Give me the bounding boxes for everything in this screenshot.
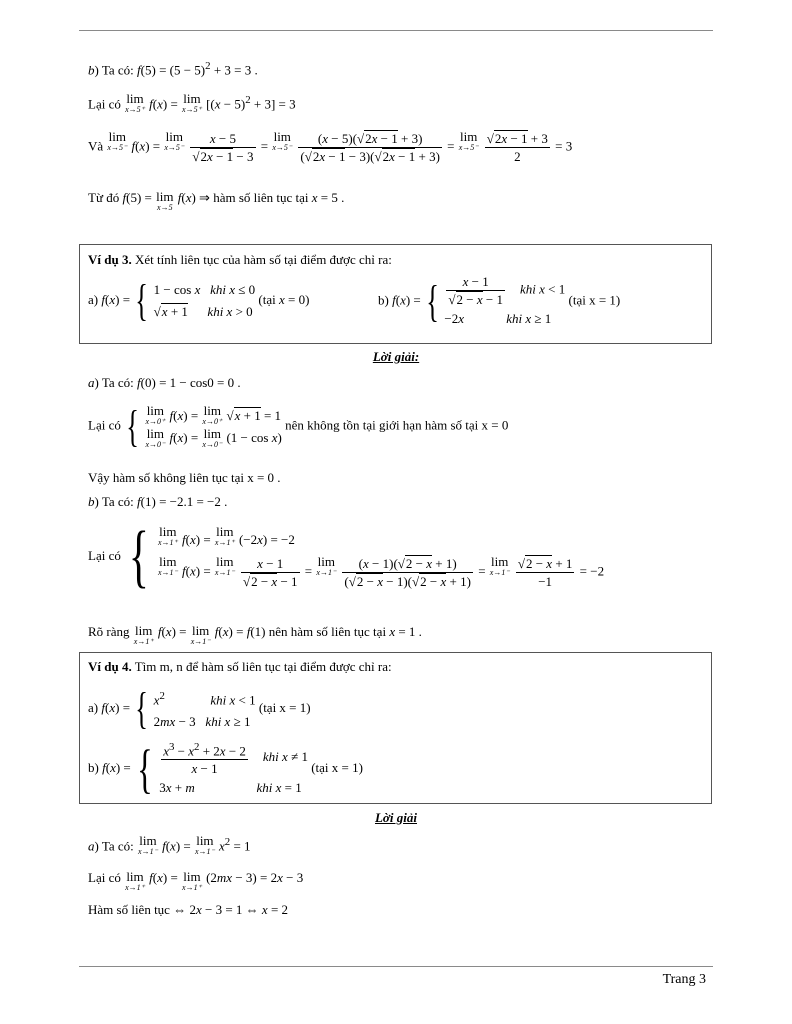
footer-rule: [79, 966, 713, 967]
solution-3-heading: Lời giải:: [372, 349, 420, 364]
example-3-box: Ví dụ 3. Xét tính liên tục của hàm số tại điểm được chỉ ra: a) f(x) = { 1 − cos x khi x ≤ 0 √x + 1 khi x > 0 (tại x = 0) b) f(x) = { $\frac{x - 1}{√2 - x - 1}$ khi x < 1 −2x khi x ≥ 1 (tại x = 1): [79, 244, 712, 344]
sol4-l1: a) Ta có: lim x→1⁻ f(x) = lim x→1⁻ $x^2 = 1$: [88, 833, 251, 856]
sol3-a1: a) Ta có: f(0) = 1 − cos0 = 0 .: [88, 375, 241, 390]
sol3-b1: b) Ta có: f(1) = −2.1 = −2 .: [88, 494, 228, 509]
example-3b: b) f(x) = { $\frac{x - 1}{√2 - x - 1}$ khi x < 1 −2x khi x ≥ 1 (tại x = 1): [378, 274, 621, 326]
example-4-box: Ví dụ 4. Tìm m, n để hàm số liên tục tại điểm được chỉ ra: a) f(x) = { $x^2$ khi x < 1 2mx − 3 khi x ≥ 1 (tại x = 1) b) f(x) = { $\frac{x^3 - x^2 + 2x - 2}{x - 1}$ khi x ≠ 1 3x + m khi x = 1 (tại x = 1): [79, 652, 712, 804]
page-number: Trang 3: [662, 972, 706, 987]
sol3-b2: Lại có { lim x→1⁺ f(x) = lim x→1⁺ (−2x) = −2 lim x→1⁻ f(x) = lim x→1⁻ $\frac{x - 1}{√2 - x - 1}$ = lim x→1⁻ $\frac{(x - 1)(√2 - x + 1)}{(√2 - x - 1)(√2 - x + 1)}$ = lim x→1⁻ $\frac{√2 - x + 1}{-1}$ = −2: [88, 518, 605, 595]
line-conclusion-b: Từ đó f(5) = lim x→5 f(x) ⇒ hàm số liên tục tại x = 5 .: [88, 189, 345, 212]
example-4-title: Ví dụ 4.: [88, 659, 132, 674]
sol4-l2: Lại có lim x→1⁺ f(x) = lim x→1⁺ (2mx − 3) = 2x − 3: [88, 869, 304, 892]
example-3a: a) f(x) = { 1 − cos x khi x ≤ 0 √x + 1 khi x > 0 (tại x = 0): [88, 276, 310, 325]
sol3-a2: Lại có { lim x→0⁺ f(x) = lim x→0⁺ √x + 1 = 1 lim x→0⁻ f(x) = lim x→0⁻ (1 − cos x) nên không tồn tại giới hạn hàm số tại x = 0: [88, 401, 509, 451]
line-b-fact: b) Ta có: $f(5) = (5 - 5)^2 + 3 = 3$ .: [88, 60, 258, 78]
sol4-l3: Hàm số liên tục ⇔ 2x − 3 = 1 ⇔ x = 2: [88, 902, 289, 917]
example-4a: a) f(x) = { $x^2$ khi x < 1 2mx − 3 khi x ≥ 1 (tại x = 1): [88, 684, 311, 734]
header-rule: [79, 30, 713, 31]
sol3-a3: Vậy hàm số không liên tục tại x = 0 .: [88, 470, 281, 485]
sol3-b3: Rõ ràng lim x→1⁺ f(x) = lim x→1⁻ f(x) = f(1) nên hàm số liên tục tại x = 1 .: [88, 623, 422, 646]
line-limit-right: Lại có lim x→5⁺ f(x) = lim x→5⁺ $[(x - 5)^2 + 3] = 3$: [88, 91, 296, 114]
example-4b: b) f(x) = { $\frac{x^3 - x^2 + 2x - 2}{x - 1}$ khi x ≠ 1 3x + m khi x = 1 (tại x = 1): [88, 739, 363, 800]
example-3-title: Ví dụ 3.: [88, 252, 132, 267]
solution-4-heading: Lời giải: [374, 810, 417, 825]
line-limit-left: Và lim x→5⁻ f(x) = lim x→5⁻ $\frac{x - 5}{√2x - 1 - 3}$ = lim x→5⁻ $\frac{(x - 5)(√2x - 1 + 3)}{(√2x - 1 - 3)(√2x - 1 + 3)}$ = lim x→5⁻ $\frac{√2x - 1 + 3}{2}$ = 3: [88, 129, 573, 164]
